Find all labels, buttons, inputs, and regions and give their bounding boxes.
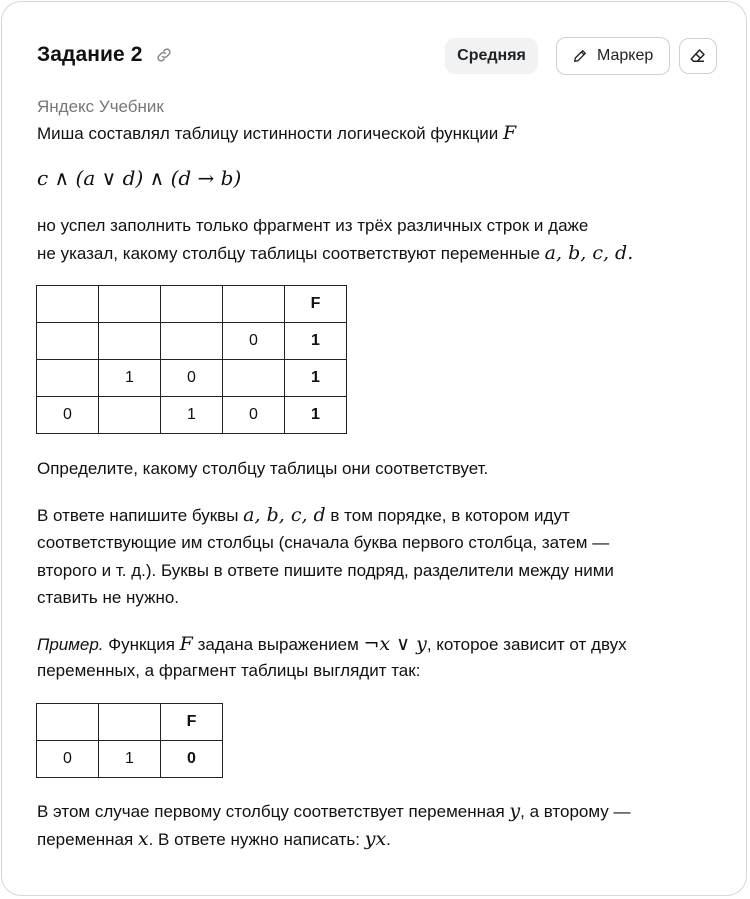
- difficulty-badge: Средняя: [445, 38, 538, 74]
- truth-table: [36, 285, 347, 434]
- eraser-button[interactable]: [679, 38, 717, 74]
- conclusion-line2-a: переменная: [37, 830, 138, 849]
- table-cell: [37, 286, 99, 323]
- table-row: [37, 704, 223, 741]
- table-cell: [37, 704, 99, 741]
- instructions-line1-post: в том порядке, в котором идут: [325, 506, 570, 525]
- conclusion-var-y: y: [509, 800, 521, 822]
- conclusion-line1-a: В этом случае первому столбцу соответствует переменная: [37, 802, 510, 821]
- example-line1-c: , которое зависит от двух: [426, 635, 627, 654]
- conclusion-line2: [37, 825, 391, 854]
- table-cell: [99, 323, 161, 360]
- function-var: F: [502, 122, 517, 144]
- formula: c ∧ (a ∨ d) ∧ (d → b): [37, 166, 242, 190]
- example-expression: ¬x ∨ y: [363, 633, 427, 655]
- example-table: [36, 703, 223, 778]
- example-line1: [37, 630, 627, 659]
- table-cell: 1: [285, 323, 347, 360]
- table-cell: 0: [161, 360, 223, 397]
- table-cell: [99, 286, 161, 323]
- instructions-line3: второго и т. д.). Буквы в ответе пишите подряд, разделители между ними: [37, 561, 614, 580]
- task-title: Задание 2: [37, 43, 143, 66]
- instructions-vars: a, b, c, d: [243, 504, 326, 526]
- table-cell: 1: [161, 397, 223, 434]
- conclusion-line2-b: . В ответе нужно написать:: [148, 830, 365, 849]
- table-cell: 0: [223, 323, 285, 360]
- table-row: [37, 360, 347, 397]
- table-cell: F: [161, 704, 223, 741]
- paragraph1-line1: но успел заполнить только фрагмент из трёх различных строк и даже: [37, 216, 589, 235]
- paragraph1-line2: [37, 239, 633, 268]
- example-label: Пример.: [37, 635, 104, 654]
- example-line2: переменных, а фрагмент таблицы выглядит так:: [37, 661, 421, 680]
- table-cell: 0: [37, 741, 99, 778]
- source-label: Яндекс Учебник: [37, 97, 164, 116]
- table-cell: 0: [223, 397, 285, 434]
- task-card: [1, 1, 747, 896]
- table-row: [37, 397, 347, 434]
- conclusion-line1-b: , а второму —: [520, 802, 631, 821]
- table-cell: 1: [285, 360, 347, 397]
- table-row: [37, 323, 347, 360]
- link-icon[interactable]: [155, 46, 173, 64]
- instructions-line1: [37, 501, 570, 530]
- conclusion-line1: [37, 797, 630, 826]
- marker-button[interactable]: [556, 37, 670, 75]
- table-cell: 1: [99, 741, 161, 778]
- table-cell: [223, 286, 285, 323]
- table-cell: 0: [161, 741, 223, 778]
- table-cell: 1: [285, 397, 347, 434]
- variables-list: a, b, c, d.: [544, 242, 634, 264]
- table-cell: 1: [99, 360, 161, 397]
- table-cell: [161, 286, 223, 323]
- table-cell: 0: [37, 397, 99, 434]
- conclusion-line2-c: .: [386, 830, 391, 849]
- conclusion-answer: yx: [364, 828, 387, 850]
- paragraph1-line2-text: не указал, какому столбцу таблицы соответствуют переменные: [37, 244, 545, 263]
- example-line1-b: задана выражением: [192, 635, 364, 654]
- instructions-line2: соответствующие им столбцы (сначала буква первого столбца, затем —: [37, 533, 610, 552]
- table-cell: [37, 360, 99, 397]
- table-cell: [37, 323, 99, 360]
- intro-text: [37, 119, 516, 148]
- marker-button-label: Маркер: [597, 47, 654, 64]
- table-cell: [223, 360, 285, 397]
- intro-text-body: Миша составлял таблицу истинности логической функции: [37, 124, 503, 143]
- table-cell: F: [285, 286, 347, 323]
- instructions-line1-pre: В ответе напишите буквы: [37, 506, 244, 525]
- table-row: [37, 741, 223, 778]
- table-cell: [99, 704, 161, 741]
- pencil-icon: [572, 48, 588, 64]
- table-cell: [99, 397, 161, 434]
- eraser-icon: [689, 47, 707, 65]
- instructions-line4: ставить не нужно.: [37, 588, 180, 607]
- table-cell: [161, 323, 223, 360]
- table-row: [37, 286, 347, 323]
- question-text: Определите, какому столбцу таблицы они соответствует.: [37, 459, 489, 478]
- conclusion-var-x: x: [137, 828, 149, 850]
- example-line1-a: Функция: [103, 635, 180, 654]
- example-function-var: F: [179, 633, 193, 655]
